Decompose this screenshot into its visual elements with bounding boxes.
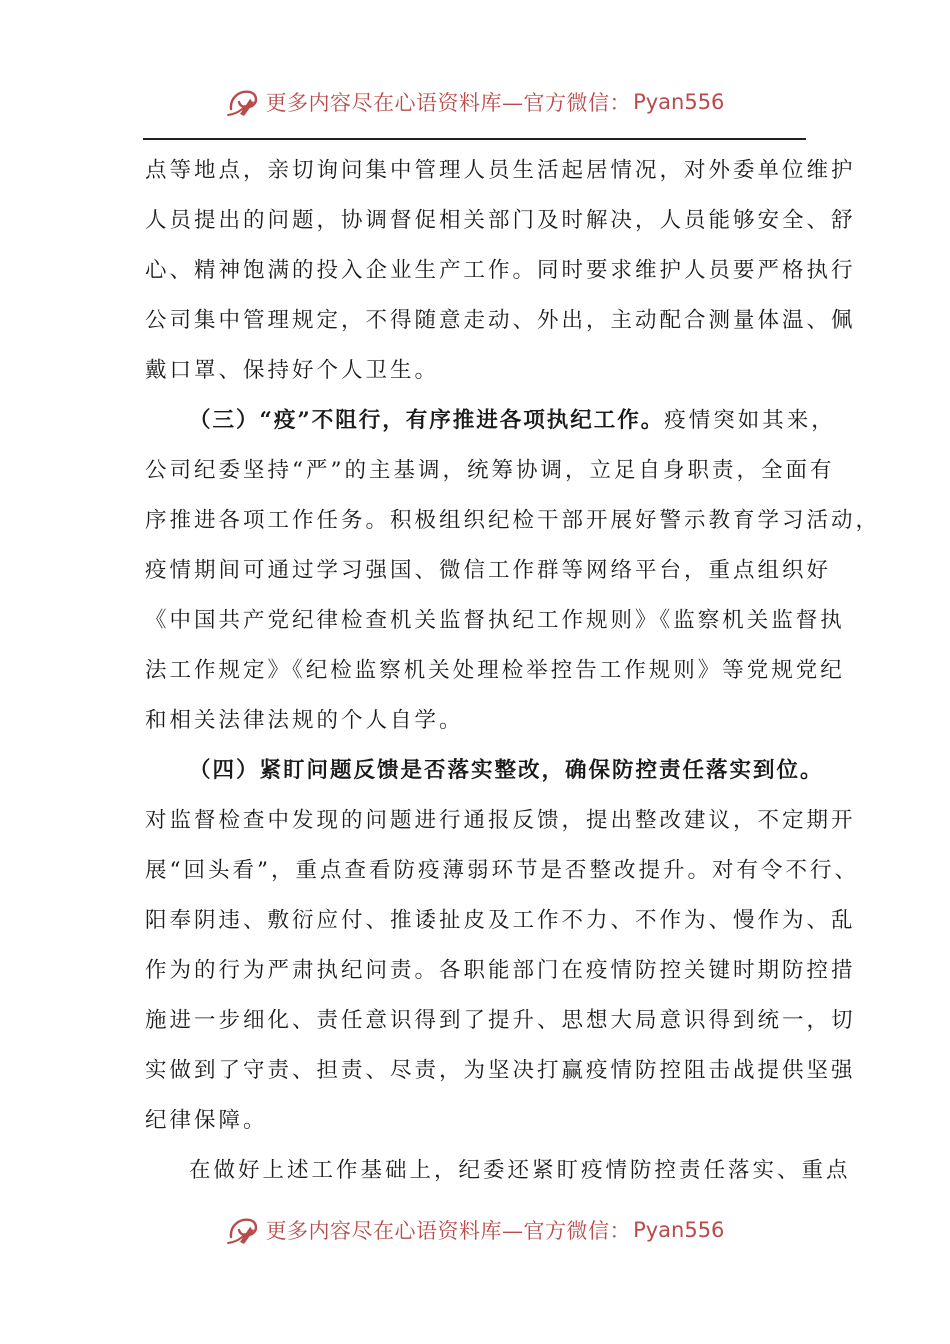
paragraph-line: 纪律保障。 xyxy=(145,1108,268,1133)
closing-line: 在做好上述工作基础上，纪委还紧盯疫情防控责任落实、重点 xyxy=(189,1158,851,1183)
paragraph-line: 《中国共产党纪律检查机关监督执纪工作规则》《监察机关监督执 xyxy=(145,608,845,633)
section-3-heading: （三）“疫”不阻行，有序推进各项执纪工作。 xyxy=(189,408,665,433)
banner-text: 更多内容尽在心语资料库—官方微信： xyxy=(265,91,632,115)
footer-banner xyxy=(0,1210,950,1250)
paragraph-line: 疫情期间可通过学习强国、微信工作群等网络平台，重点组织好 xyxy=(145,558,832,583)
paragraph-line: 公司集中管理规定，不得随意走动、外出，主动配合测量体温、佩 xyxy=(145,308,856,333)
paragraph-line: 点等地点，亲切询问集中管理人员生活起居情况，对外委单位维护 xyxy=(145,158,856,183)
banner-wechat-id: Pyan556 xyxy=(633,90,725,114)
paragraph-line: 序推进各项工作任务。积极组织纪检干部开展好警示教育学习活动， xyxy=(145,508,881,533)
paragraph-line: 展“回头看”，重点查看防疫薄弱环节是否整改提升。对有令不行、 xyxy=(145,858,859,883)
paragraph-line: 和相关法律法规的个人自学。 xyxy=(145,708,464,733)
section-3-first-line xyxy=(145,396,836,446)
banner-text: 更多内容尽在心语资料库—官方微信： xyxy=(265,1219,632,1243)
section-4-heading: （四）紧盯问题反馈是否落实整改，确保防控责任落实到位。 xyxy=(189,758,824,783)
paragraph-line: 阳奉阴违、敷衍应付、推诿扯皮及工作不力、不作为、慢作为、乱 xyxy=(145,908,856,933)
paragraph-line: 人员提出的问题，协调督促相关部门及时解决，人员能够安全、舒 xyxy=(145,208,856,233)
paragraph-line: 对监督检查中发现的问题进行通报反馈，提出整改建议，不定期开 xyxy=(145,808,856,833)
pen-nib-swirl-icon xyxy=(226,1213,260,1247)
paragraph-line: 心、精神饱满的投入企业生产工作。同时要求维护人员要严格执行 xyxy=(145,258,856,283)
section-4-first-line xyxy=(145,746,825,796)
paragraph-line: 作为的行为严肃执纪问责。各职能部门在疫情防控关键时期防控措 xyxy=(145,958,856,983)
paragraph-line: 公司纪委坚持“严”的主基调，统筹协调，立足自身职责，全面有 xyxy=(145,458,835,483)
document-body xyxy=(145,146,881,1196)
header-banner xyxy=(0,82,950,122)
header-divider xyxy=(143,138,806,140)
paragraph-line: 实做到了守责、担责、尽责，为坚决打赢疫情防控阻击战提供坚强 xyxy=(145,1058,856,1083)
paragraph-line: 施进一步细化、责任意识得到了提升、思想大局意识得到统一，切 xyxy=(145,1008,856,1033)
paragraph-line: 戴口罩、保持好个人卫生。 xyxy=(145,358,440,383)
paragraph-line: 法工作规定》《纪检监察机关处理检举控告工作规则》等党规党纪 xyxy=(145,658,845,683)
pen-nib-swirl-icon xyxy=(226,85,260,119)
section-3-heading-tail: 疫情突如其来， xyxy=(664,408,836,433)
banner-wechat-id: Pyan556 xyxy=(633,1218,725,1242)
